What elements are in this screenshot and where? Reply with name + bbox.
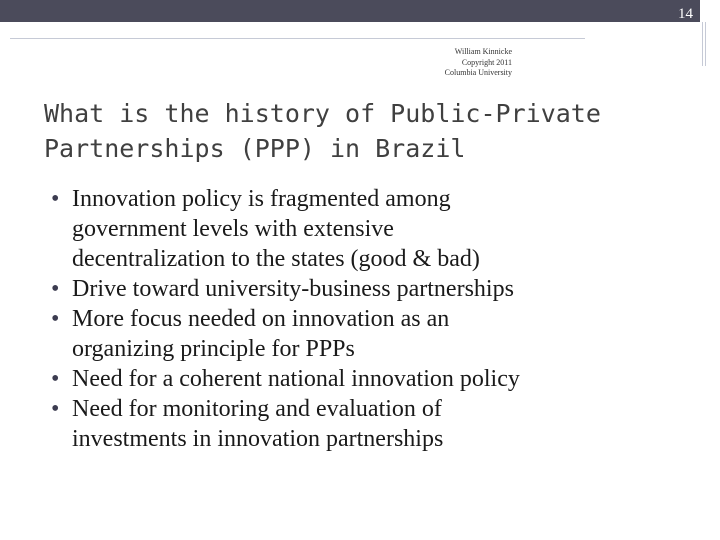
bullet-item (0, 274, 720, 304)
bullet-list (0, 184, 720, 454)
copyright-line: Copyright 2011 (461, 57, 512, 67)
bullet-marker: • (51, 396, 60, 422)
bullet-text-line: More focus needed on innovation as an (72, 306, 450, 332)
copyright-notice (398, 47, 512, 79)
bullet-marker: • (51, 276, 60, 302)
bullet-item (0, 184, 720, 274)
bullet-text-line: Need for monitoring and evaluation of (72, 396, 442, 422)
bullet-marker: • (51, 186, 60, 212)
bullet-text-line: Drive toward university-business partnerships (72, 276, 514, 302)
bullet-text-line: Need for a coherent national innovation policy (72, 366, 520, 392)
side-rule (702, 22, 706, 66)
bullet-item (0, 304, 720, 364)
top-rule (10, 38, 585, 39)
slide-title (44, 96, 684, 166)
page-number: 14 (678, 6, 693, 22)
bullet-marker: • (51, 366, 60, 392)
bullet-text-line: Innovation policy is fragmented among (72, 186, 451, 212)
slide-title-line: Partnerships (PPP) in Brazil (44, 134, 466, 163)
bullet-marker: • (51, 306, 60, 332)
top-bar (0, 0, 700, 22)
bullet-text-line: organizing principle for PPPs (72, 336, 355, 362)
bullet-text-line: government levels with extensive (72, 216, 394, 242)
copyright-line: William Kinnicke (454, 47, 512, 56)
bullet-text-line: decentralization to the states (good & bad) (72, 246, 480, 272)
bullet-item (0, 364, 720, 394)
bullet-item (0, 394, 720, 454)
copyright-line: Columbia University (444, 68, 512, 77)
slide-title-line: What is the history of Public-Private (44, 99, 601, 128)
bullet-text-line: investments in innovation partnerships (72, 426, 444, 452)
